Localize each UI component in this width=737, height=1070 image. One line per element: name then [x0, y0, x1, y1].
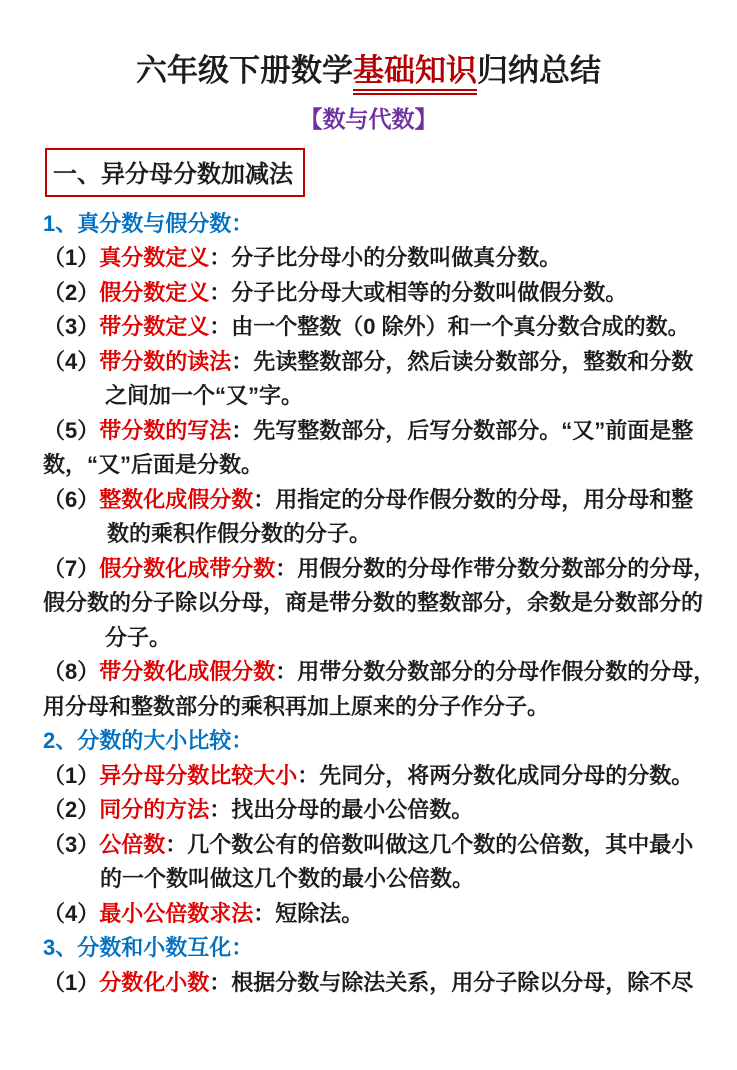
- text-segment: 数，“又”后面是分数。: [43, 452, 264, 478]
- document-body: [0, 207, 737, 1001]
- text-line: [43, 241, 717, 276]
- text-line: [43, 276, 717, 311]
- text-line: [43, 793, 717, 828]
- term-highlight: 带分数的读法: [99, 348, 232, 374]
- subheading-line: [43, 724, 717, 759]
- text-segment: （6）: [43, 486, 100, 512]
- term-highlight: 真分数定义: [99, 245, 210, 271]
- term-highlight: 公倍数: [99, 831, 166, 857]
- text-segment: ：找出分母的最小公倍数。: [209, 797, 474, 823]
- term-highlight: 异分母分数比较大小: [99, 762, 298, 788]
- term-highlight: 假分数定义: [99, 279, 210, 305]
- text-line: [43, 897, 717, 932]
- text-segment: ：几个数公有的倍数叫做这几个数的公倍数，其中最小: [165, 831, 694, 857]
- text-segment: （4）: [43, 900, 100, 926]
- subheading-line: [43, 931, 717, 966]
- term-highlight: 最小公倍数求法: [99, 900, 254, 926]
- text-line: [43, 621, 717, 656]
- term-highlight: 分数化小数: [99, 969, 210, 995]
- text-line: [43, 552, 717, 587]
- term-highlight: 假分数化成带分数: [99, 555, 276, 581]
- text-segment: （2）: [43, 279, 100, 305]
- text-segment: ：由一个整数（0 除外）和一个真分数合成的数。: [209, 314, 690, 340]
- text-line: [43, 759, 717, 794]
- text-segment: 3、分数和小数互化：: [43, 935, 254, 961]
- text-segment: （7）: [43, 555, 100, 581]
- text-segment: 分子。: [105, 624, 172, 650]
- text-line: [43, 448, 717, 483]
- text-segment: （1）: [43, 245, 100, 271]
- text-line: [43, 690, 717, 725]
- page-title: [0, 50, 737, 92]
- title-prefix: 六年级下册数学: [136, 53, 353, 88]
- text-segment: ：先读整数部分，然后读分数部分，整数和分数: [231, 348, 694, 374]
- text-segment: 数的乘积作假分数的分子。: [107, 521, 372, 547]
- text-segment: 的一个数叫做这几个数的最小公倍数。: [100, 866, 475, 892]
- term-highlight: 带分数化成假分数: [99, 659, 276, 685]
- text-segment: ：先同分，将两分数化成同分母的分数。: [297, 762, 694, 788]
- text-segment: （1）: [43, 969, 100, 995]
- text-line: [43, 345, 717, 380]
- document-page: [0, 50, 737, 1070]
- text-segment: 之间加一个“又”字。: [105, 383, 304, 409]
- text-line: [43, 483, 717, 518]
- text-segment: （3）: [43, 831, 100, 857]
- text-segment: ：分子比分母大或相等的分数叫做假分数。: [209, 279, 628, 305]
- title-highlight: 基础知识: [353, 53, 477, 95]
- text-line: [43, 655, 717, 690]
- text-segment: （3）: [43, 314, 100, 340]
- text-segment: ：分子比分母小的分数叫做真分数。: [209, 245, 562, 271]
- text-segment: ：用假分数的分母作带分数分数部分的分母，: [275, 555, 716, 581]
- text-line: [43, 862, 717, 897]
- text-segment: ：用带分数分数部分的分母作假分数的分母，: [275, 659, 716, 685]
- text-line: [43, 379, 717, 414]
- text-segment: ：根据分数与除法关系，用分子除以分母，除不尽: [209, 969, 694, 995]
- text-line: [43, 414, 717, 449]
- title-suffix: 归纳总结: [477, 53, 601, 88]
- page-subtitle: 【数与代数】: [299, 105, 438, 132]
- text-line: [43, 828, 717, 863]
- term-highlight: 整数化成假分数: [99, 486, 254, 512]
- text-segment: ：先写整数部分，后写分数部分。“又”前面是整: [231, 417, 694, 443]
- text-segment: ：用指定的分母作假分数的分母，用分母和整: [253, 486, 694, 512]
- text-segment: （8）: [43, 659, 100, 685]
- text-segment: （1）: [43, 762, 100, 788]
- text-segment: （4）: [43, 348, 100, 374]
- text-line: [43, 586, 717, 621]
- term-highlight: 带分数定义: [99, 314, 210, 340]
- section-heading-row: [45, 148, 737, 197]
- term-highlight: 带分数的写法: [99, 417, 232, 443]
- text-segment: 假分数的分子除以分母，商是带分数的整数部分，余数是分数部分的: [43, 590, 704, 616]
- text-segment: （5）: [43, 417, 100, 443]
- term-highlight: 同分的方法: [99, 797, 210, 823]
- text-segment: （2）: [43, 797, 100, 823]
- text-segment: ：短除法。: [253, 900, 364, 926]
- text-segment: 用分母和整数部分的乘积再加上原来的分子作分子。: [43, 693, 550, 719]
- text-line: [43, 517, 717, 552]
- text-segment: 1、真分数与假分数：: [43, 210, 254, 236]
- section-heading-box: 一、异分母分数加减法: [45, 148, 305, 197]
- subheading-line: [43, 207, 717, 242]
- text-line: [43, 966, 717, 1001]
- text-line: [43, 310, 717, 345]
- text-segment: 2、分数的大小比较：: [43, 728, 254, 754]
